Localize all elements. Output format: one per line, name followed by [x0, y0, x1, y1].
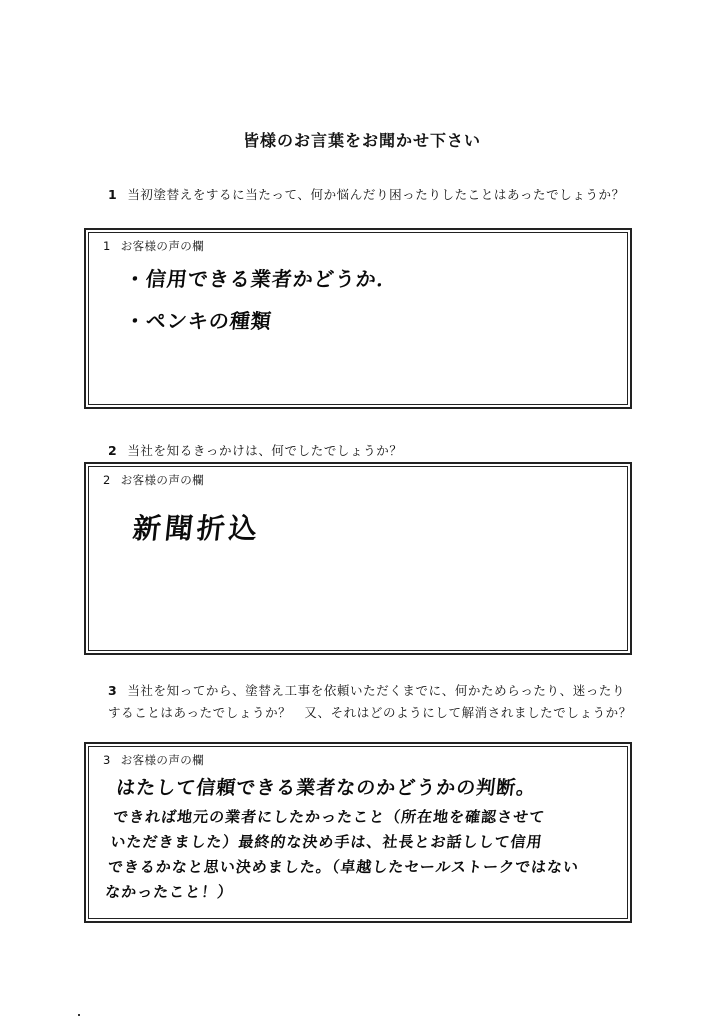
box-number: 1	[103, 239, 111, 253]
page-title: 皆様のお言葉をお聞かせ下さい	[242, 131, 481, 150]
box-number: 2	[103, 473, 111, 487]
box-label-text: お客様の声の欄	[120, 473, 205, 487]
handwritten-answer	[104, 773, 589, 902]
box-label	[103, 238, 204, 254]
handwritten-answer-line-1: はたして信頼できる業者なのかどうかの判断。	[115, 777, 538, 799]
handwritten-answer-line-3: いただきました）最終的な決め手は、社長とお話しして信用	[109, 833, 544, 851]
question-number: 1	[108, 187, 118, 202]
box-label	[103, 752, 204, 768]
box-label-text: お客様の声の欄	[120, 753, 205, 767]
question-number: 2	[108, 443, 118, 458]
answer-box-3	[88, 746, 628, 919]
question-text: 当社を知ってから、塗替え工事を依頼いただくまでに、何かためらったり、迷ったりすることはあったでしょうか？ 又、それはどのようにして解消されましたでしょうか？	[108, 683, 632, 720]
box-label	[103, 472, 204, 488]
box-number: 3	[103, 753, 111, 767]
handwritten-answer-line-1: 新聞折込	[131, 512, 263, 545]
handwritten-answer-line-2: ・ペンキの種類	[123, 309, 274, 333]
question-text: 当社を知るきっかけは、何でしたでしょうか？	[127, 443, 403, 458]
handwritten-answer-line-1: ・信用できる業者かどうか．	[123, 267, 400, 291]
handwritten-answer-line-5: なかったこと！）	[104, 883, 235, 901]
question-1	[108, 184, 638, 206]
answer-box-2	[88, 466, 628, 651]
handwritten-answer-line-4: できるかなと思い決めました。（卓越したセールストークではない	[106, 858, 581, 876]
question-number: 3	[108, 683, 118, 698]
box-label-text: お客様の声の欄	[120, 239, 205, 253]
question-3	[108, 680, 638, 724]
question-2	[108, 440, 638, 462]
answer-box-1	[88, 232, 628, 405]
handwritten-answer-line-2: できれば地元の業者にしたかったこと（所在地を確認させて	[112, 808, 547, 826]
scan-speck	[78, 1014, 80, 1016]
question-text: 当初塗替えをするに当たって、何か悩んだり困ったりしたことはあったでしょうか？	[127, 187, 625, 202]
